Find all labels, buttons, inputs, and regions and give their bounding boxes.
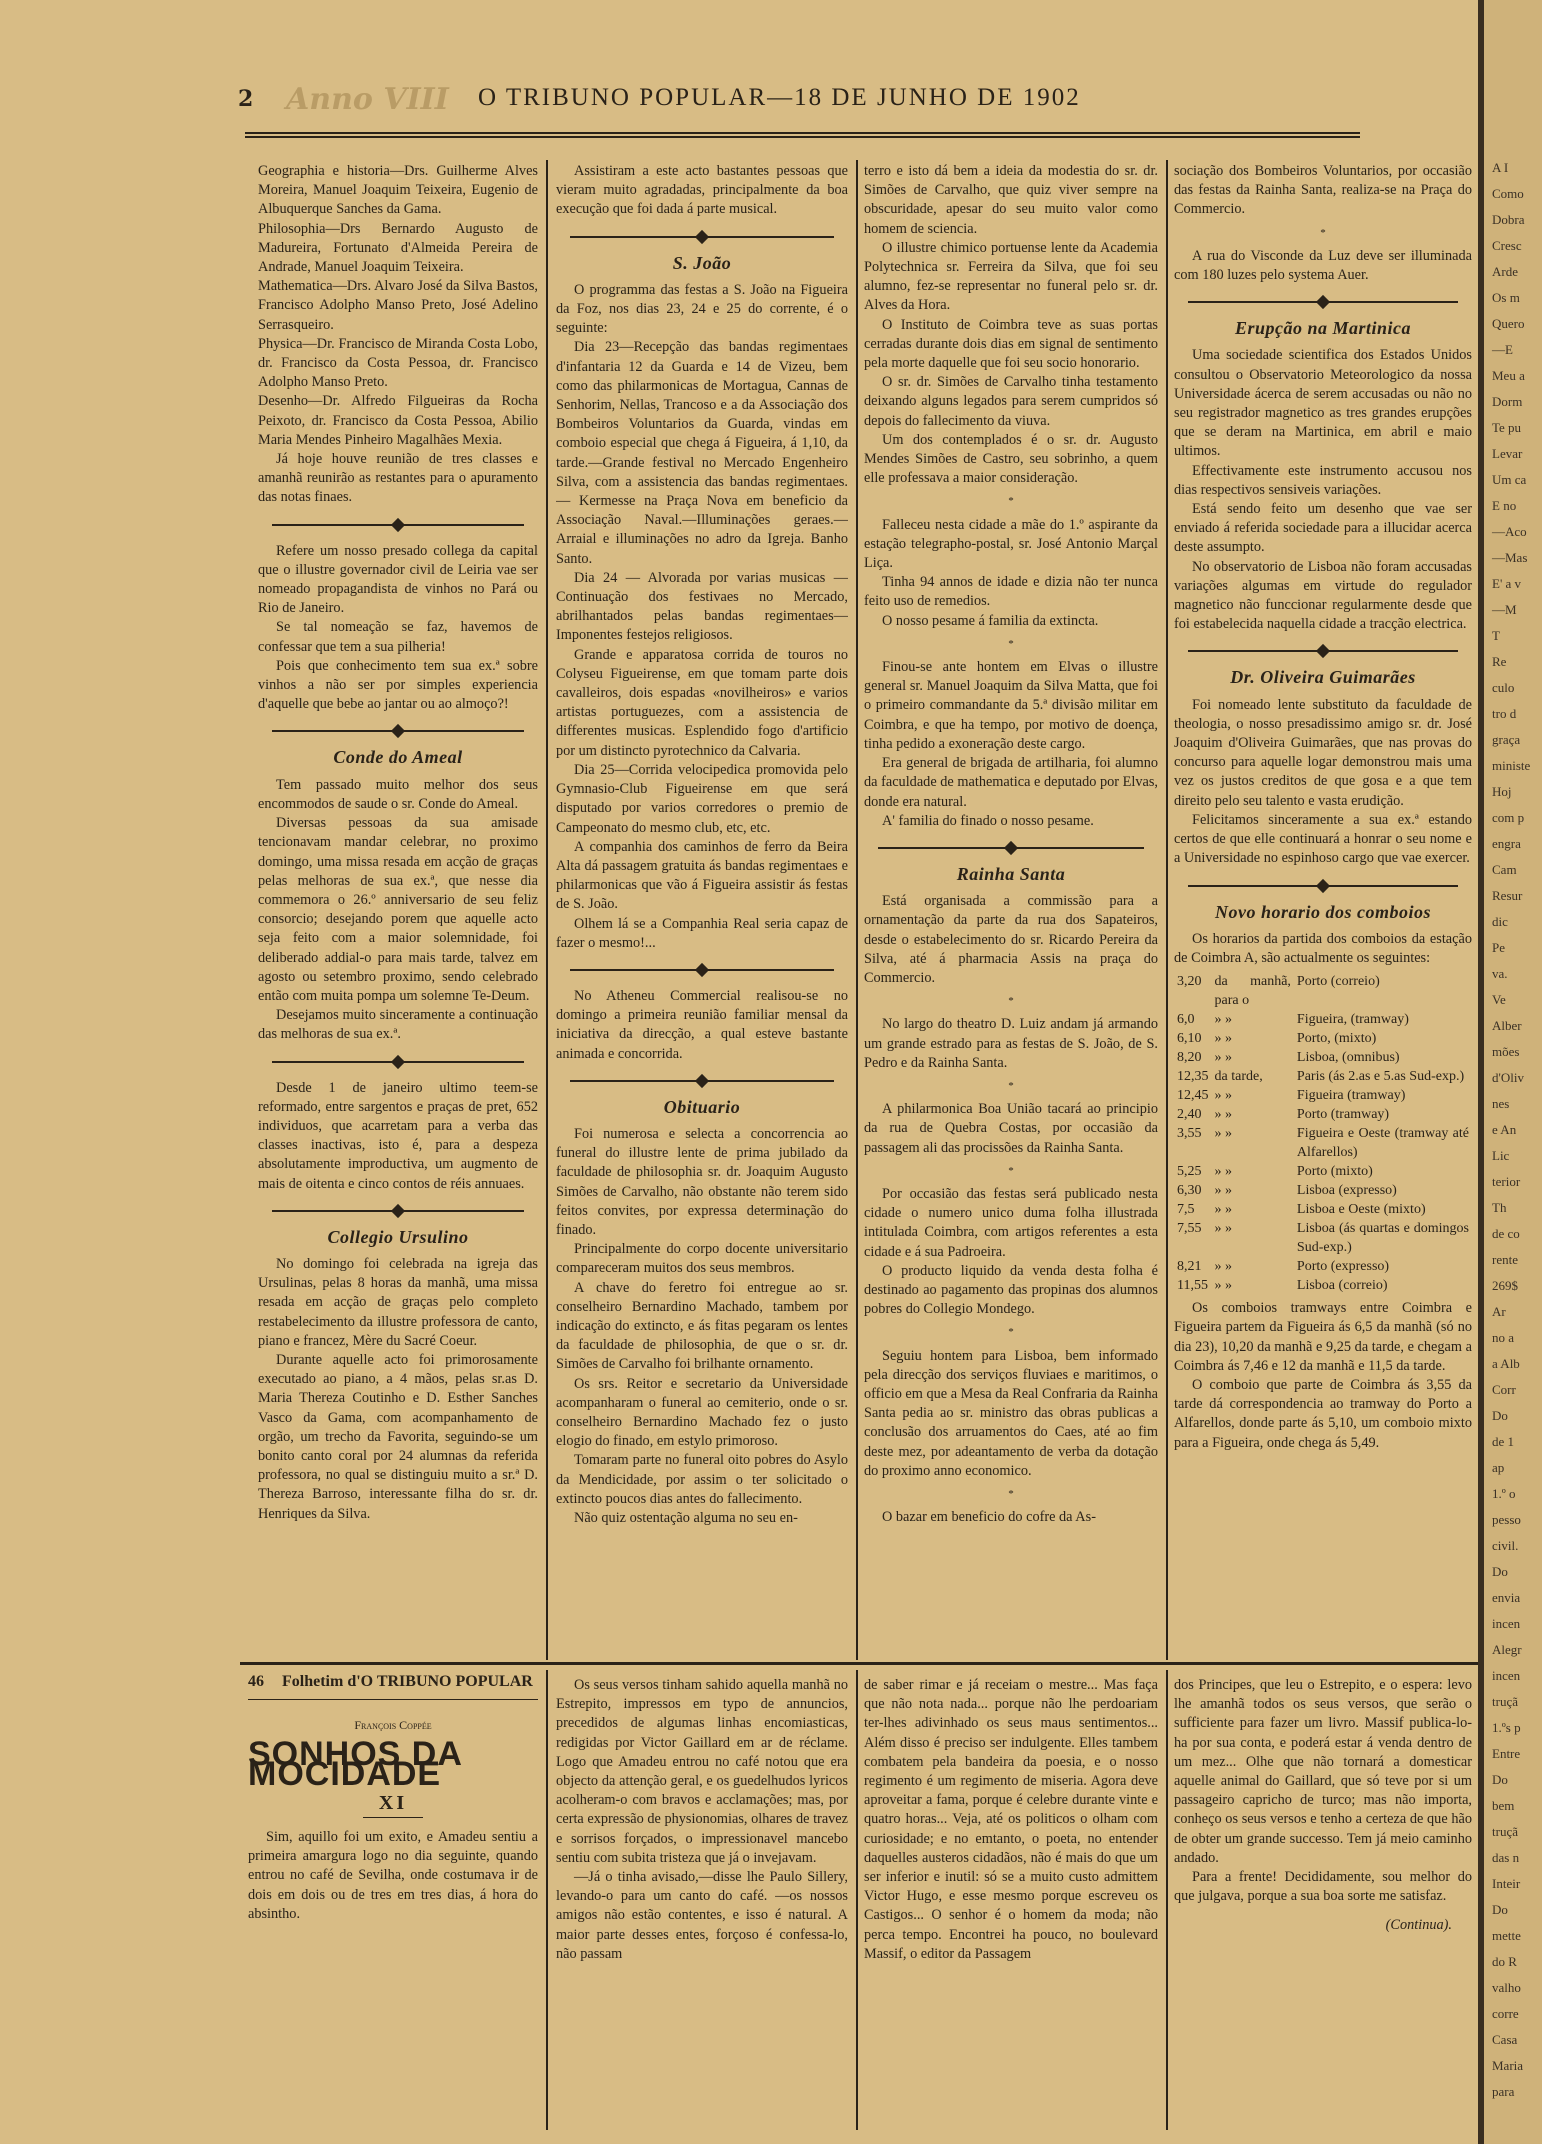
fragment-line: truçã — [1492, 1694, 1518, 1709]
fragment-line: Dobra — [1492, 212, 1525, 227]
article-paragraph: Tinha 94 annos de idade e dizia não ter nunca feito uso de remedios. — [864, 574, 1158, 610]
schedule-row — [1174, 1067, 1472, 1086]
schedule-cell: Lisboa, (omnibus) — [1296, 1050, 1400, 1066]
section-ornament — [272, 1204, 524, 1218]
article-paragraph: Desde 1 de janeiro ultimo teem-se reformado, entre sargentos e praças de pret, 652 individuos, que acarretam para a verba das classes inactivas, isto é, para a despeza absolutamente improductiva, um augmento de mais de oitenta e cinco contos de réis annuaes. — [258, 1079, 538, 1192]
fragment-line: Alegr — [1492, 1642, 1522, 1657]
column-divider — [856, 160, 858, 1660]
article-paragraph: Tem passado muito melhor dos seus encommodos de saude o sr. Conde do Ameal. — [258, 776, 538, 812]
schedule-cell: Lisboa e Oeste (mixto) — [1296, 1202, 1426, 1218]
fragment-line: e An — [1492, 1122, 1517, 1137]
article-paragraph: Mathematica—Drs. Alvaro José da Silva Bastos, Francisco Adolpho Manso Preto, José Adelino Serrasqueiro. — [258, 278, 538, 333]
column-divider — [1166, 1670, 1168, 2130]
schedule-row — [1174, 1219, 1472, 1257]
schedule-cell: Lisboa (correio) — [1296, 1278, 1388, 1294]
fragment-line: envia — [1492, 1590, 1521, 1605]
fragment-line: Maria — [1492, 2058, 1524, 2073]
section-heading: Novo horario dos comboios — [1214, 901, 1431, 922]
fragment-line: —Aco — [1492, 524, 1527, 539]
schedule-cell: 6,30 — [1177, 1183, 1202, 1199]
schedule-cell: Figueira (tramway) — [1296, 1088, 1406, 1104]
section-heading: Obituario — [663, 1096, 741, 1117]
fragment-line: terior — [1492, 1174, 1521, 1189]
section-heading: Conde do Ameal — [333, 747, 463, 768]
header-rule — [245, 132, 1360, 138]
schedule-cell: Porto, (mixto) — [1296, 1031, 1377, 1047]
schedule-row — [1174, 1162, 1472, 1181]
article-paragraph: O programma das festas a S. João na Figueira da Foz, nos dias 23, 24 e 25 do corrente, é o seguinte: — [556, 281, 848, 337]
adjacent-page-edge — [1478, 0, 1542, 2144]
fragment-line: de co — [1492, 1226, 1520, 1241]
fragment-line: a Alb — [1492, 1356, 1520, 1371]
fragment-line: 269$ — [1492, 1278, 1518, 1293]
fragment-line: para — [1492, 2084, 1515, 2099]
article-paragraph: Uma sociedade scientifica dos Estados Unidos consultou o Observatorio Meteorologico da nossa Universidade ácerca de serem accusadas ou não no seu registrador magnetico as tres grandes erupções que se deram na Martinica, em abril e maio ultimos. — [1174, 347, 1472, 460]
article-paragraph: Era general de brigada de artilharia, foi alumno da faculdade de mathematica e deputado por Elvas, donde era natural. — [864, 755, 1158, 810]
fragment-line: Os m — [1492, 290, 1520, 305]
article-paragraph: A' familia do finado o nosso pesame. — [882, 812, 1094, 829]
schedule-cell: » » — [1214, 1050, 1232, 1066]
fragment-line: tro d — [1492, 706, 1517, 721]
fragment-line: das n — [1492, 1850, 1520, 1865]
separator-star: * — [1008, 495, 1014, 508]
fragment-line: Alber — [1492, 1018, 1522, 1033]
article-paragraph: terro e isto dá bem a ideia da modestia do sr. dr. Simões de Carvalho, que quiz viver sempre na obscuridade, apesar do seu muito valor como homem de sciencia. — [864, 163, 1158, 237]
article-paragraph: sociação dos Bombeiros Voluntarios, por occasião das festas da Rainha Santa, realiza-se na Praça do Commercio. — [1174, 163, 1472, 218]
fragment-line: no a — [1492, 1330, 1515, 1345]
schedule-cell: 3,20 — [1177, 974, 1202, 990]
article-paragraph: Refere um nosso presado collega da capital que o illustre governador civil de Leiria vae ser nomeado propagandista de vinhos no Pará ou Rio de Janeiro. — [258, 542, 538, 617]
article-paragraph: Se tal nomeação se faz, havemos de confessar que tem a sua pilheria! — [258, 619, 538, 655]
fragment-line: E no — [1492, 498, 1517, 513]
fragment-line: pesso — [1492, 1512, 1521, 1527]
fragment-line: —Mas — [1492, 550, 1528, 565]
fragment-line: mette — [1492, 1928, 1521, 1943]
article-paragraph: Principalmente do corpo docente universitario compareceram muitos dos seus membros. — [556, 1241, 848, 1277]
fragment-line: Resur — [1492, 888, 1523, 903]
schedule-cell: Porto (tramway) — [1296, 1107, 1390, 1123]
schedule-row — [1174, 1276, 1472, 1295]
fragment-line: Arde — [1492, 264, 1518, 279]
fragment-line: incen — [1492, 1616, 1521, 1631]
fragment-line: Cam — [1492, 862, 1517, 877]
fragment-line: valho — [1492, 1980, 1521, 1995]
folhetim-paragraph: Sim, aquillo foi um exito, e Amadeu sentiu a primeira amargura logo no dia seguinte, quando entrou no café de Sevilha, onde costumava ir de dois em dois ou de tres em tres dias, á hora do absintho. — [248, 1829, 538, 1922]
fragment-line: civil. — [1492, 1538, 1519, 1553]
article-paragraph: Desejamos muito sinceramente a continuação das melhoras de sua ex.ª. — [258, 1007, 538, 1043]
schedule-cell: » » — [1214, 1183, 1232, 1199]
schedule-cell: 12,45 — [1177, 1088, 1209, 1104]
column-divider — [546, 160, 548, 1660]
schedule-row — [1174, 1181, 1472, 1200]
folhetim-column-4 — [1174, 1676, 1472, 2136]
article-paragraph: Effectivamente este instrumento accusou nos dias respectivos sensiveis variações. — [1174, 462, 1472, 498]
fragment-line: Re — [1492, 654, 1507, 669]
fragment-line: corre — [1492, 2006, 1519, 2021]
train-schedule — [1174, 972, 1472, 1295]
article-paragraph: Geographia e historia—Drs. Guilherme Alves Moreira, Manuel Joaquim Teixeira, Eugenio de Albuquerque Sanches da Gama. — [258, 163, 538, 218]
schedule-cell: Porto (expresso) — [1296, 1259, 1390, 1275]
article-paragraph: Dia 23—Recepção das bandas regimentaes d'infantaria 12 da Guarda e 14 de Vizeu, bem como das philarmonicas de Mortagua, Cannas de Senhorim, Nellas, Trancoso e a da Associação dos Bombeiros Voluntarios da Guarda, vindas em comboio especial que chega á Figueira, á 1,10, da tarde.—Grande festival no Mercado Engenheiro Silva, com a assistencia das bandas regimentaes. — Kermesse na Praça Nova em beneficio da Associação Naval.—Illuminações geraes.—Arraial e illuminações no adro da Igreja. Banho Santo. — [556, 339, 848, 567]
article-paragraph: O illustre chimico portuense lente da Academia Polytechnica sr. Ferreira da Silva, que foi seu alumno, fez-se representar no funeral pelo sr. dr. Alves da Hora. — [864, 239, 1158, 314]
schedule-cell: 7,55 — [1177, 1221, 1202, 1237]
fragment-line: culo — [1492, 680, 1515, 695]
fragment-line: bem — [1492, 1798, 1515, 1813]
schedule-cell: » » — [1214, 1107, 1232, 1123]
fragment-line: Cresc — [1492, 238, 1522, 253]
separator-star: * — [1008, 1164, 1014, 1177]
article-paragraph: Os horarios da partida dos comboios da estação de Coimbra A, são actualmente os seguintes: — [1174, 930, 1472, 966]
fragment-line: Th — [1492, 1200, 1507, 1215]
schedule-cell: » » — [1214, 1126, 1232, 1142]
folhetim-paragraph: dos Principes, que leu o Estrepito, e o espera: levo lhe amanhã todos os seus versos, que serão o sufficiente para fazer um livro. Massif publica-lo-ha por sua conta, e poderá estar á venda dentro de um mez... Olhe que não tornará a domesticar aquelle animal do Gaillard, que só teve por si um passageiro capricho de turco; mas não importa, conheço os seus versos e tenho a certeza de que hão de obter um grande successo. Tem já meio caminho andado. — [1174, 1677, 1472, 1866]
article-paragraph: Foi numerosa e selecta a concorrencia ao funeral do illustre lente de prima jubilado da faculdade de philosophia sr. dr. Joaquim Augusto Simões de Carvalho, não obstante não terem sido feitos convites, por expressa determinação do finado. — [556, 1125, 848, 1238]
fragment-line: dic — [1492, 914, 1508, 929]
fragment-line: Dorm — [1492, 394, 1523, 409]
schedule-cell: » » — [1214, 1012, 1232, 1028]
folhetim-paragraph: —Já o tinha avisado,—disse lhe Paulo Sillery, levando-o para um canto do café. —os nossos amigos não estão contentes, e isso é natural. A maior parte desses entes, forçoso é confessa-lo, não passam — [556, 1869, 848, 1962]
fragment-line: Meu a — [1492, 368, 1525, 383]
section-heading: Dr. Oliveira Guimarães — [1230, 667, 1416, 688]
fragment-line: Quero — [1492, 316, 1525, 331]
article-paragraph: Um dos contemplados é o sr. dr. Augusto Mendes Simões de Castro, seu sobrinho, a quem elle professava a maior consideração. — [864, 431, 1158, 487]
folhetim-paragraph: Para a frente! Decididamente, sou melhor do que julgava, porque a sua boa sorte me satisfaz. — [1174, 1869, 1472, 1905]
schedule-cell: Lisboa (ás quartas e domingos Sud-exp.) — [1296, 1221, 1469, 1256]
fragment-line: —M — [1492, 602, 1517, 617]
fragment-line: mões — [1492, 1044, 1520, 1059]
fragment-line: Do — [1492, 1772, 1508, 1787]
page-header — [238, 82, 1368, 116]
fragment-line: incen — [1492, 1668, 1521, 1683]
column-3 — [864, 162, 1158, 1652]
article-paragraph: Dia 25—Corrida velocipedica promovida pelo Gymnasio-Club Figueirense em que será disputado por varios corredores o premio de Campeonato do mesmo club, etc, etc. — [556, 761, 848, 836]
fragment-line: engra — [1492, 836, 1521, 851]
fragment-line: Ar — [1492, 1304, 1506, 1319]
masthead: O TRIBUNO POPULAR—18 DE JUNHO DE 1902 — [478, 84, 1081, 111]
article-paragraph: Está sendo feito um desenho que vae ser enviado á referida sociedade para a illucidar acerca deste assumpto. — [1174, 501, 1472, 556]
article-paragraph: O Instituto de Coimbra teve as suas portas cerradas durante dois dias em signal de sentimento pela morte daquelle que foi seu socio honorario. — [864, 316, 1158, 372]
fragment-line: A I — [1492, 160, 1509, 175]
article-paragraph: Felicitamos sinceramente a sua ex.ª estando certos de que elle continuará a honrar o seu nome e a Universidade no espinhoso cargo que vae exercer. — [1174, 811, 1472, 867]
fragment-line: nes — [1492, 1096, 1510, 1111]
article-paragraph: Seguiu hontem para Lisboa, bem informado pela direcção dos serviços fluviaes e maritimos, o officio em que a Mesa da Real Confraria da Rainha Santa pedia ao sr. ministro das obras publicas a conclusão dos arruamentos do Caes, até ao fim deste mez, por adeantamento de verba da dotação do proximo anno economico. — [864, 1347, 1158, 1479]
schedule-cell: » » — [1214, 1259, 1232, 1275]
article-paragraph: Está organisada a commissão para a ornamentação da parte da rua dos Sapateiros, desde o estabelecimento do sr. Ricardo Pereira da Silva, até á pharmacia Assis na praça do Commercio. — [864, 893, 1158, 986]
schedule-cell: Porto (correio) — [1296, 974, 1380, 990]
schedule-row — [1174, 1200, 1472, 1219]
section-ornament — [1188, 879, 1458, 893]
fragment-line: Entre — [1492, 1746, 1521, 1761]
fragment-line: Como — [1492, 186, 1524, 201]
column-divider — [856, 1670, 858, 2130]
article-paragraph: Philosophia—Drs Bernardo Augusto de Madureira, Fortunato d'Almeida Pereira de Andrade, Manuel Joaquim Teixeira. — [258, 220, 538, 276]
article-paragraph: Olhem lá se a Companhia Real seria capaz de fazer o mesmo!... — [556, 915, 848, 951]
schedule-row — [1174, 1124, 1472, 1162]
article-paragraph: No largo do theatro D. Luiz andam já armando um grande estrado para as festas de S. João, de S. Pedro e da Rainha Santa. — [864, 1016, 1158, 1071]
article-paragraph: Physica—Dr. Francisco de Miranda Costa Lobo, dr. Francisco da Costa Pessoa, dr. Francisco Adolpho Manso Preto. — [258, 335, 538, 391]
fragment-line: Corr — [1492, 1382, 1516, 1397]
section-ornament — [1188, 644, 1458, 658]
schedule-cell: » » — [1214, 1088, 1232, 1104]
article-paragraph: Desenho—Dr. Alfredo Filgueiras da Rocha Peixoto, dr. Francisco da Costa Pessoa, Abilio Maria Mendes Pinheiro Magalhães Mexia. — [258, 393, 538, 448]
fragment-line: 1.ºs p — [1492, 1720, 1521, 1735]
section-ornament — [272, 724, 524, 738]
fragment-line: Lic — [1492, 1148, 1510, 1163]
schedule-cell: Figueira e Oeste (tramway até Alfarellos) — [1296, 1126, 1469, 1161]
article-paragraph: No observatorio de Lisboa não foram accusadas variações algumas em virtude do regulador magnetico não funccionar regularmente desde que foi estabelecida naquella cidade a tracção electrica. — [1174, 558, 1472, 633]
schedule-row — [1174, 1010, 1472, 1029]
fragment-line: Te pu — [1492, 420, 1522, 435]
article-paragraph: Pois que conhecimento tem sua ex.ª sobre vinhos a não ser por simples experiencia d'aquelle que bebe ao jantar ou ao almoço?! — [258, 657, 538, 713]
article-paragraph: No domingo foi celebrada na igreja das Ursulinas, pelas 8 horas da manhã, uma missa resada em acção de graças pelo completo restabelecimento da illustre professora de canto, piano e francez, Mère du Sacré Coeur. — [258, 1255, 538, 1349]
article-paragraph: A companhia dos caminhos de ferro da Beira Alta dá passagem gratuita ás bandas regimentaes e philarmonicas que vão á Figueira assistir ás festas de S. João. — [556, 838, 848, 913]
column-divider — [1166, 160, 1168, 1660]
separator-star: * — [1008, 1326, 1014, 1339]
page-number: 2 — [238, 86, 254, 112]
separator-star: * — [1008, 637, 1014, 650]
fragment-line: rente — [1492, 1252, 1518, 1267]
section-heading: Rainha Santa — [956, 863, 1066, 884]
schedule-cell: 5,25 — [1177, 1164, 1202, 1180]
section-heading: S. João — [672, 252, 732, 273]
article-paragraph: Não quiz ostentação alguma no seu en- — [574, 1510, 798, 1526]
fragment-line: —E — [1492, 342, 1513, 357]
schedule-cell: 12,35 — [1177, 1069, 1209, 1085]
schedule-cell: 6,10 — [1177, 1031, 1202, 1047]
schedule-cell: » » — [1214, 1202, 1232, 1218]
article-paragraph: A chave do feretro foi entregue ao sr. conselheiro Bernardino Machado, tambem por indicação do extincto, e ás fitas pegaram os lentes da faculdade de philosophia, de que o sr. dr. Simões de Carvalho foi brilhante ornamento. — [556, 1279, 848, 1373]
article-paragraph: Foi nomeado lente substituto da faculdade de theologia, o nosso presadissimo amigo sr. dr. José Joaquim d'Oliveira Guimarães, que nas provas do concurso para aquelle logar demonstrou mais uma vez os justos creditos de que gosa e a que tem direito pelo seu talento e vasta erudição. — [1174, 696, 1472, 809]
section-ornament — [1188, 295, 1458, 309]
fragment-line: ap — [1492, 1460, 1505, 1475]
article-paragraph: No Atheneu Commercial realisou-se no domingo a primeira reunião familiar mensal da iniciativa da direcção, a qual esteve bastante animada e concorrida. — [556, 987, 848, 1062]
article-paragraph: Tomaram parte no funeral oito pobres do Asylo da Mendicidade, por assim o ter solicitado o extincto poucos dias antes do fallecimento. — [556, 1452, 848, 1507]
folhetim-column-3 — [864, 1676, 1158, 2136]
schedule-cell: Lisboa (expresso) — [1296, 1183, 1397, 1199]
separator-star: * — [1008, 1488, 1014, 1500]
folhetim-number: 46 — [248, 1673, 264, 1690]
fragment-line: Levar — [1492, 446, 1523, 461]
folhetim-column-2 — [556, 1676, 848, 2136]
schedule-row — [1174, 972, 1472, 1010]
schedule-row — [1174, 1029, 1472, 1048]
fragment-line: com p — [1492, 810, 1525, 825]
section-ornament — [878, 841, 1144, 855]
schedule-cell: 2,40 — [1177, 1107, 1202, 1123]
fragment-line: E' a v — [1492, 576, 1522, 591]
folhetim-heading: Folhetim d'O TRIBUNO POPULAR — [282, 1673, 533, 1690]
fragment-line: d'Oliv — [1492, 1070, 1524, 1085]
folhetim-paragraph: de saber rimar e já receiam o mestre... Mas faça que não nota nada... porque não lhe perdoariam ter-lhes adivinhado os seus maus sentimentos... Além disso é preciso ser indulgente. Elles tambem combatem pela bandeira da poesia, e o nosso regimento é um regimento de miseria. Agora deve aproveitar a fama, porque é celebre durante vinte e quatro horas... Veja, até os politicos o olham com curiosidade; e no emtanto, o poeta, no entender daquelles austeros cidadãos, não é mais do que um ser inferior e inutil: só se a muito custo admittem Victor Hugo, e esse mesmo porque escreveu os Castigos... O senhor é o homem da moda; não perca tempo. Encontrei ha pouco, no boulevard Massif, o editor da Passagem — [864, 1677, 1158, 1962]
schedule-cell: » » — [1214, 1164, 1232, 1180]
fragment-line: Do — [1492, 1408, 1508, 1423]
separator-star: * — [1008, 995, 1014, 1008]
fragment-line: Pe — [1492, 940, 1505, 955]
continued-note: (Continua). — [1385, 1917, 1452, 1934]
fragment-line: Inteir — [1492, 1876, 1521, 1891]
fragment-line: Do — [1492, 1902, 1508, 1917]
schedule-cell: Porto (mixto) — [1296, 1164, 1373, 1180]
article-paragraph: Finou-se ante hontem em Elvas o illustre general sr. Manuel Joaquim da Silva Matta, que foi o primeiro commandante da 5.ª divisão militar em Coimbra, e que ha tempo, por motivo de doença, tinha pedido a exoneração deste cargo. — [864, 659, 1158, 752]
faded-stamp: Anno VIII — [286, 82, 449, 117]
section-ornament — [570, 1074, 834, 1088]
fragment-line: Um ca — [1492, 472, 1527, 487]
schedule-row — [1174, 1086, 1472, 1105]
fragment-line: T — [1492, 628, 1500, 643]
section-ornament — [272, 518, 524, 532]
fragment-line: Do — [1492, 1564, 1508, 1579]
article-paragraph: O bazar em beneficio do cofre da As- — [882, 1509, 1096, 1526]
folhetim-title: SONHOS DA MOCIDADE — [248, 1735, 462, 1793]
fragment-line: truçã — [1492, 1824, 1518, 1839]
section-ornament — [570, 963, 834, 977]
fragment-line: va. — [1492, 966, 1508, 981]
section-heading: Collegio Ursulino — [327, 1226, 469, 1247]
fragment-line: graça — [1492, 732, 1521, 747]
article-paragraph: O sr. dr. Simões de Carvalho tinha testamento deixando alguns legados para serem cumpridos só depois do fallecimento da viuva. — [864, 374, 1158, 429]
folhetim-paragraph: Os seus versos tinham sahido aquella manhã no Estrepito, impressos em typo de annuncios, precedidos de algumas linhas encomiasticas, redigidas por Victor Gaillard em ar de réclame. Logo que Amadeu entrou no café notou que era objecto da attenção geral, e os guedelhudos lyricos acolheram-o com bravos e acclamações; mas, por certa expressão de physionomias, olhares de travez e sorrisos forçados, o impressionavel mancebo sentiu com subita tristeza que já o invejavam. — [556, 1677, 848, 1866]
fragment-line: ministe — [1492, 758, 1531, 773]
article-paragraph: Grande e apparatosa corrida de touros no Colyseu Figueirense, em que tomam parte dois cavalleiros, dois espadas «novilheiros» e varios artistas portuguezes, com a assistencia de differentes musicas. Esplendido fogo d'artificio por um distincto pyrotechnico da Calvaria. — [556, 646, 848, 759]
article-paragraph: A philarmonica Boa União tacará ao principio da rua de Quebra Costas, por occasião da passagem ali das procissões da Rainha Santa. — [864, 1101, 1158, 1156]
separator-star: * — [1320, 226, 1326, 239]
schedule-cell: 7,5 — [1177, 1202, 1195, 1218]
article-paragraph: Dia 24 — Alvorada por varias musicas —Continuação dos festivaes no Mercado, abrilhantados pelas bandas regimentaes—Imponentes festejos religiosos. — [556, 569, 848, 644]
schedule-row — [1174, 1048, 1472, 1067]
article-paragraph: Falleceu nesta cidade a mãe do 1.º aspirante da estação telegrapho-postal, sr. José Antonio Marçal Liça. — [864, 516, 1158, 572]
section-heading: Erupção na Martinica — [1234, 318, 1412, 339]
section-ornament — [272, 1055, 524, 1069]
schedule-cell: » » — [1214, 1031, 1232, 1047]
schedule-cell: 11,55 — [1177, 1278, 1208, 1294]
folhetim-rule — [240, 1662, 1480, 1665]
schedule-cell: » » — [1214, 1221, 1232, 1237]
article-paragraph: O producto liquido da venda desta folha é destinado ao pagamento das propinas dos alumnos pobres do Collegio Mondego. — [864, 1262, 1158, 1318]
schedule-cell: 8,21 — [1177, 1259, 1202, 1275]
article-paragraph: Os srs. Reitor e secretario da Universidade acompanharam o funeral ao cemiterio, onde o sr. conselheiro Bernardino Machado fez o justo elogio do finado, em estylo primoroso. — [556, 1375, 848, 1450]
section-ornament — [570, 230, 834, 244]
article-paragraph: A rua do Visconde da Luz deve ser illuminada com 180 luzes pelo systema Auer. — [1174, 247, 1472, 284]
fragment-line: Casa — [1492, 2032, 1518, 2047]
schedule-row — [1174, 1105, 1472, 1124]
schedule-row — [1174, 1257, 1472, 1276]
article-paragraph: Durante aquelle acto foi primorosamente executado ao piano, a 4 mãos, pelas sr.as D. Maria Thereza Coutinho e D. Esther Sanches Vasco da Gama, com acompanhamento de orgão, um trecho da Favorita, seguindo-se um bonito canto coral por 24 alumnas da referida professora, no qual se distinguiu muito a sr.ª D. Thereza Barroso, interessante filha do sr. dr. Henriques da Silva. — [258, 1351, 538, 1522]
fragment-line: de 1 — [1492, 1434, 1515, 1449]
column-1 — [258, 162, 538, 1652]
article-paragraph: O comboio que parte de Coimbra ás 3,55 da tarde dá correspondencia ao tramway do Porto a Alfarellos, donde parte ás 5,10, um comboio mixto para a Figueira, onde chega ás 5,49. — [1174, 1376, 1472, 1451]
article-paragraph: Já hoje houve reunião de tres classes e amanhã reunirão as restantes para o apuramento das notas finaes. — [258, 451, 538, 506]
schedule-cell: 6,0 — [1177, 1012, 1195, 1028]
column-divider — [546, 1670, 548, 2130]
schedule-cell: da manhã, para o — [1214, 974, 1291, 1009]
schedule-cell: 8,20 — [1177, 1050, 1202, 1066]
fragment-line: Ve — [1492, 992, 1506, 1007]
separator-star: * — [1008, 1079, 1014, 1092]
article-paragraph: Por occasião das festas será publicado nesta cidade o numero unico duma folha illustrada intitulada Coimbra, com artigos referentes a esta cidade e á sua Padroeira. — [864, 1185, 1158, 1260]
column-2 — [556, 162, 848, 1652]
column-4 — [1174, 162, 1472, 1652]
article-paragraph: Assistiram a este acto bastantes pessoas que vieram muito agradadas, principalmente da boa execução que foi dada á parte musical. — [556, 163, 848, 218]
schedule-cell: Figueira, (tramway) — [1296, 1012, 1409, 1028]
schedule-cell: 3,55 — [1177, 1126, 1202, 1142]
schedule-cell: Paris (ás 2.as e 5.as Sud-exp.) — [1296, 1069, 1465, 1085]
fragment-line: Hoj — [1492, 784, 1512, 799]
article-paragraph: O nosso pesame á familia da extincta. — [882, 612, 1099, 629]
chapter-number: XI — [378, 1791, 408, 1814]
article-paragraph: Os comboios tramways entre Coimbra e Figueira partem da Figueira ás 6,5 da manhã (só no dia 23), 10,20 da manhã e 9,25 da tarde, e chegam a Coimbra ás 7,46 e 12 da manhã e 11,5 da tarde. — [1174, 1300, 1472, 1374]
fragment-line: do R — [1492, 1954, 1517, 1969]
folhetim-author: François Coppée — [354, 1718, 432, 1733]
schedule-cell: da tarde, — [1214, 1069, 1263, 1085]
folhetim-column-1 — [248, 1672, 538, 2132]
fragment-line: 1.º o — [1492, 1486, 1516, 1501]
article-paragraph: Diversas pessoas da sua amisade tencionavam mandar celebrar, no proximo domingo, uma missa resada em acção de graças pelas melhoras de sua ex.ª, que nesse dia commemora o 26.º anniversario de seu feliz consorcio; desejando porem que aquelle acto seja feito com a maior solemnidade, foi deliberado addial-o para mais tarde, talvez em agosto ou setembro proximo, sendo celebrado então com muita pompa um solemne Te-Deum. — [258, 815, 538, 1004]
schedule-cell: » » — [1214, 1278, 1232, 1294]
